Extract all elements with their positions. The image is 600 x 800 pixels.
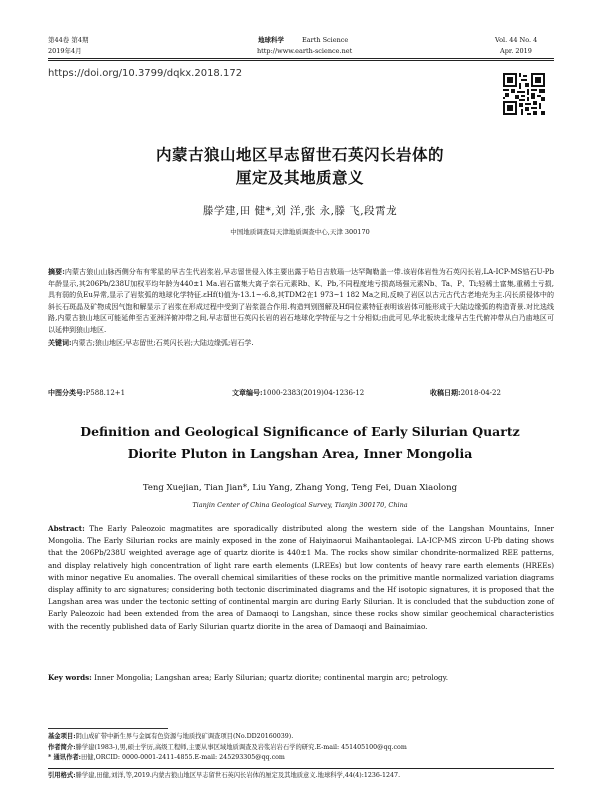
footnote-fund-label: 基金项目: (48, 733, 76, 740)
keywords-en (48, 672, 554, 684)
title-en-line1: Definition and Geological Significance of Early Silurian Quartz (80, 424, 520, 439)
footnote-corresponding (48, 753, 554, 764)
clc-label: 中图分类号: (48, 388, 86, 397)
citation-rule (48, 768, 554, 769)
abstract-cn-text: 内蒙古狼山山脉西侧分布有零星的早古生代岩浆岩,早志留世侵入体主要出露于哈日吉敖瑙一达罕陶勒盖一带.该岩体岩性为石英闪长岩,LA-ICP-MS锆石U-Pb年龄显示,其206Pb/238U加权平均年龄为440±1 Ma.岩石富集大离子亲石元素Rb、K、Pb,不同程度地亏损高场强元素Nb、Ta、P、Ti;轻稀土富集,重稀土亏损,具有弱的负Eu异常,显示了岩浆弧的地球化学特征.εHf(t)值为-13.1~-6.8,其TDM2在1 973~1 182 Ma之间,反映了岩区以古元古代古老地壳为主.闪长质侵体中的斜长石斑晶及矿物成因气饱和解显示了岩浆在形成过程中受到了岩浆混合作用.构造判别图解及Hf同位素特征表明该岩体可能形成于大陆边缘弧的构造背景.对比选线路,内蒙古狼山地区可能延伸至古亚洲洋俯冲带之间,早志留世石英闪长岩的岩石地球化学特征与之十分相似;由此可见,华北板块北缘早古生代俯冲带从白乃庙地区可以延伸到狼山地区. (48, 268, 554, 334)
doi-link[interactable]: https://doi.org/10.3799/dqkx.2018.172 (48, 68, 243, 79)
docid-field (232, 388, 364, 398)
title-en-line2: Diorite Pluton in Langshan Area, Inner Mongolia (127, 446, 473, 461)
footnote-corr-label: * 通讯作者: (48, 754, 81, 761)
footnote-rule (48, 728, 168, 729)
abstract-en (48, 523, 554, 633)
footnote-corr-text: 田健,ORCID: 0000-0001-2411-4855.E-mail: 245293305@qq.com (81, 754, 285, 761)
abstract-cn-label: 摘要: (48, 267, 65, 276)
citation-text: 滕学建,田健,刘洋,等,2019.内蒙古狼山地区早志留世石英闪长岩体的厘定及其地质意义.地球科学,44(4):1236-1247. (75, 772, 401, 779)
received-value: 2018-04-22 (460, 389, 501, 397)
footnote-author-label: 作者简介: (48, 743, 76, 751)
abstract-cn (48, 266, 554, 349)
header-journal-en: Earth Science (302, 36, 349, 44)
docid-label: 文章编号: (232, 388, 263, 397)
citation (48, 771, 554, 782)
abstract-en-text: The Early Paleozoic magmatites are sporadically distributed along the western side of the Langshan Mountains, Inner Mongolia. The Early Silurian rocks are mainly exposed in the zone of Haiyinaorui Maihantaolegai. LA-ICP-MS zircon U-Pb dating shows that the 206Pb/238U weighted average age of quartz diorite is 440±1 Ma. The rocks show similar chondrite-normalized REE patterns, and display relatively high concentration of light rare earth elements (LREEs) but low contents of heavy rare earth elements (HREEs) with minor negative Eu anomalies. The overall chemical similarities of these rocks on the primitive mantle normalized variation diagrams display affinity to arc signatures; considering both tectonic discriminated diagrams and the Hf isotopic signatures, it is proposed that the Langshan area was under the tectonic setting of continental margin arc during Early Silurian. It is concluded that the subduction zone of Early Paleozoic had been extended from the area of Damaoqi to Langshan, since these rocks show similar geochemical characteristics with the recently published data of Early Silurian quartz diorite in the area of Damaoqi and Bainaimiao. (48, 524, 554, 631)
authors-en: Teng Xuejian, Tian Jian*, Liu Yang, Zhang Yong, Teng Fei, Duan Xiaolong (142, 483, 458, 493)
title-cn-line1: 内蒙古狼山地区早志留世石英闪长岩体的 (155, 146, 444, 164)
title-cn-line2: 厘定及其地质意义 (235, 169, 364, 187)
header-url[interactable]: http://www.earth-science.net (257, 47, 353, 55)
footnotes (48, 732, 554, 764)
clc-field (48, 388, 125, 398)
keywords-en-text: Inner Mongolia; Langshan area; Early Silurian; quartz diorite; continental margin arc; petrology. (94, 673, 449, 682)
received-field (430, 388, 501, 398)
received-label: 收稿日期: (430, 388, 461, 397)
abstract-en-label: Abstract: (48, 524, 85, 533)
footnote-author-text: 滕学建(1983-),男,硕士学历,高级工程师,主要从事区域地质调查及岩浆岩岩石学的研究.E-mail: 451405100@qq.com (75, 743, 407, 751)
header-rule-bottom (48, 60, 554, 61)
header-date-cn: 2019年4月 (48, 47, 82, 55)
affiliation-cn: 中国地质调查局天津地质调查中心,天津 300170 (230, 228, 370, 236)
header-rule-top (48, 58, 554, 59)
keywords-cn: 内蒙古;狼山地区;早志留世;石英闪长岩;大陆边缘弧;岩石学. (71, 338, 254, 347)
keywords-en-label: Key words: (48, 673, 92, 682)
qr-code-icon (503, 73, 545, 115)
affiliation-en: Tianjin Center of China Geological Survey, Tianjin 300170, China (192, 501, 408, 509)
keywords-cn-label: 关键词: (48, 337, 72, 347)
header-volume-en: Vol. 44 No. 4 (495, 36, 538, 44)
docid-value: 1000-2383(2019)04-1236-12 (262, 389, 365, 397)
header-journal-cn: 地球科学 (258, 36, 284, 44)
citation-label: 引用格式: (48, 772, 76, 779)
footnote-author (48, 743, 554, 754)
footnote-fund-text: 阴山成矿带中新生界与金属有色资源与地质找矿调查项目(No.DD20160039). (75, 733, 294, 740)
authors-cn: 滕学建,田 健*,刘 洋,张 永,滕 飞,段霄龙 (202, 205, 398, 217)
header-date-en: Apr. 2019 (500, 47, 532, 55)
clc-value: P588.12+1 (85, 389, 126, 397)
footnote-fund (48, 732, 554, 743)
header-volume-cn: 第44卷 第4期 (48, 36, 89, 44)
